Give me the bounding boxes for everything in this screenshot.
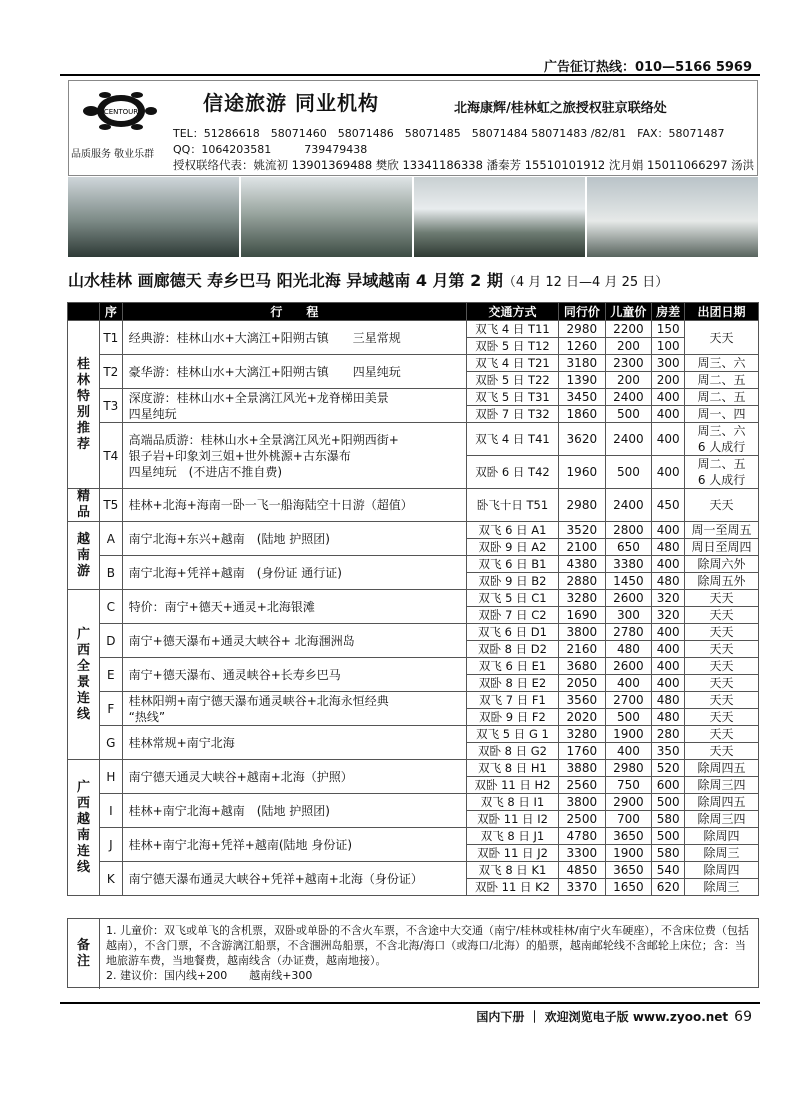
column-header-category bbox=[68, 303, 100, 321]
peer-price: 1260 bbox=[559, 338, 606, 355]
departure-dates: 除周四 bbox=[685, 862, 759, 879]
departure-dates: 周日至周四 bbox=[685, 539, 759, 556]
departure-dates: 周一、四 bbox=[685, 406, 759, 423]
room-difference: 480 bbox=[652, 709, 685, 726]
room-difference: 100 bbox=[652, 338, 685, 355]
departure-dates: 天天 bbox=[685, 709, 759, 726]
tour-code: T5 bbox=[100, 489, 123, 522]
headline-dates: （4 月 12 日—4 月 25 日） bbox=[502, 275, 669, 290]
peer-price: 2980 bbox=[559, 489, 606, 522]
transport: 双飞 7 日 F1 bbox=[466, 692, 558, 709]
departure-dates: 除周三 bbox=[685, 879, 759, 896]
room-difference: 150 bbox=[652, 321, 685, 338]
departure-dates: 天天 bbox=[685, 692, 759, 709]
departure-dates: 天天 bbox=[685, 607, 759, 624]
tour-route: 特价：南宁+德天+通灵+北海银滩 bbox=[122, 590, 466, 624]
child-price: 300 bbox=[605, 607, 652, 624]
departure-dates: 天天 bbox=[685, 658, 759, 675]
peer-price: 4850 bbox=[559, 862, 606, 879]
table-row bbox=[68, 522, 759, 539]
transport: 双飞 5 日 C1 bbox=[466, 590, 558, 607]
departure-dates: 除周三 bbox=[685, 845, 759, 862]
tour-code: T1 bbox=[100, 321, 123, 355]
room-difference: 540 bbox=[652, 862, 685, 879]
peer-price: 1860 bbox=[559, 406, 606, 423]
issue-headline bbox=[68, 268, 668, 291]
table-row bbox=[68, 590, 759, 607]
peer-price: 3800 bbox=[559, 624, 606, 641]
departure-dates: 除周五外 bbox=[685, 573, 759, 590]
child-price: 200 bbox=[605, 338, 652, 355]
child-price: 1900 bbox=[605, 845, 652, 862]
tour-code: I bbox=[100, 794, 123, 828]
room-difference: 480 bbox=[652, 539, 685, 556]
transport: 双飞 8 日 I1 bbox=[466, 794, 558, 811]
table-row bbox=[68, 726, 759, 743]
transport: 双飞 8 日 K1 bbox=[466, 862, 558, 879]
column-header: 行 程 bbox=[122, 303, 466, 321]
room-difference: 200 bbox=[652, 372, 685, 389]
child-price: 2600 bbox=[605, 590, 652, 607]
column-header: 房差 bbox=[652, 303, 685, 321]
peer-price: 1690 bbox=[559, 607, 606, 624]
child-price: 2780 bbox=[605, 624, 652, 641]
notes-text bbox=[106, 923, 752, 983]
peer-price: 2050 bbox=[559, 675, 606, 692]
child-price: 480 bbox=[605, 641, 652, 658]
child-price: 500 bbox=[605, 456, 652, 489]
room-difference: 580 bbox=[652, 845, 685, 862]
column-header: 交通方式 bbox=[466, 303, 558, 321]
departure-dates: 天天 bbox=[685, 641, 759, 658]
tour-route: 南宁德天通灵大峡谷+越南+北海（护照） bbox=[122, 760, 466, 794]
transport: 双卧 5 日 T22 bbox=[466, 372, 558, 389]
departure-dates: 周三、六 6 人成行 bbox=[685, 423, 759, 456]
note-line: 2. 建议价：国内线+200 越南线+300 bbox=[106, 969, 313, 982]
tour-route: 桂林+南宁北海+凭祥+越南(陆地 身份证) bbox=[122, 828, 466, 862]
tour-code: G bbox=[100, 726, 123, 760]
departure-dates: 周二、五 6 人成行 bbox=[685, 456, 759, 489]
tour-code: A bbox=[100, 522, 123, 556]
agency-header bbox=[68, 80, 758, 176]
category-cell: 广 西 全 景 连 线 bbox=[68, 590, 100, 760]
peer-price: 2100 bbox=[559, 539, 606, 556]
departure-dates: 周三、六 bbox=[685, 355, 759, 372]
peer-price: 3880 bbox=[559, 760, 606, 777]
table-row bbox=[68, 556, 759, 573]
tour-code: H bbox=[100, 760, 123, 794]
table-row bbox=[68, 321, 759, 338]
transport: 双飞 5 日 G 1 bbox=[466, 726, 558, 743]
transport: 双卧 6 日 T42 bbox=[466, 456, 558, 489]
child-price: 2300 bbox=[605, 355, 652, 372]
room-difference: 400 bbox=[652, 406, 685, 423]
detian-waterfall-photo bbox=[414, 177, 585, 257]
tour-code: T2 bbox=[100, 355, 123, 389]
turtle-logo-icon bbox=[81, 89, 161, 133]
transport: 双卧 5 日 T12 bbox=[466, 338, 558, 355]
tour-price-table bbox=[67, 302, 759, 896]
transport: 双飞 8 日 J1 bbox=[466, 828, 558, 845]
category-cell: 桂 林 特 别 推 荐 bbox=[68, 321, 100, 489]
table-row bbox=[68, 794, 759, 811]
footer-text: 国内下册 ｜ 欢迎浏览电子版 www.zyoo.net bbox=[476, 1010, 729, 1024]
tour-route: 桂林常规+南宁北海 bbox=[122, 726, 466, 760]
column-header: 出团日期 bbox=[685, 303, 759, 321]
departure-dates: 天天 bbox=[685, 590, 759, 607]
peer-price: 3450 bbox=[559, 389, 606, 406]
page-number: 69 bbox=[734, 1009, 752, 1025]
tour-route: 高端品质游：桂林山水+全景漓江风光+阳朔西街+ 银子岩+印象刘三姐+世外桃源+古东瀑布 四星纯玩 (不进店不推自费) bbox=[122, 423, 466, 489]
room-difference: 500 bbox=[652, 794, 685, 811]
room-difference: 400 bbox=[652, 641, 685, 658]
child-price: 3650 bbox=[605, 828, 652, 845]
child-price: 200 bbox=[605, 372, 652, 389]
child-price: 500 bbox=[605, 709, 652, 726]
child-price: 400 bbox=[605, 675, 652, 692]
table-row bbox=[68, 355, 759, 372]
tour-code: D bbox=[100, 624, 123, 658]
transport: 双卧 9 日 F2 bbox=[466, 709, 558, 726]
transport: 卧飞十日 T51 bbox=[466, 489, 558, 522]
tour-route: 南宁北海+东兴+越南 (陆地 护照团) bbox=[122, 522, 466, 556]
transport: 双飞 8 日 H1 bbox=[466, 760, 558, 777]
column-header: 同行价 bbox=[559, 303, 606, 321]
table-row bbox=[68, 624, 759, 641]
room-difference: 520 bbox=[652, 760, 685, 777]
tour-code: T4 bbox=[100, 423, 123, 489]
transport: 双飞 4 日 T41 bbox=[466, 423, 558, 456]
departure-dates: 天天 bbox=[685, 726, 759, 743]
table-row bbox=[68, 692, 759, 709]
transport: 双飞 6 日 A1 bbox=[466, 522, 558, 539]
transport: 双飞 4 日 T11 bbox=[466, 321, 558, 338]
room-difference: 480 bbox=[652, 692, 685, 709]
peer-price: 2560 bbox=[559, 777, 606, 794]
child-price: 2700 bbox=[605, 692, 652, 709]
column-header: 序 bbox=[100, 303, 123, 321]
agency-subtitle: 北海康辉/桂林虹之旅授权驻京联络处 bbox=[454, 101, 667, 116]
peer-price: 3680 bbox=[559, 658, 606, 675]
top-divider bbox=[60, 74, 760, 76]
notes-label: 备 注 bbox=[68, 919, 100, 989]
transport: 双飞 5 日 T31 bbox=[466, 389, 558, 406]
peer-price: 1960 bbox=[559, 456, 606, 489]
note-line: 1. 儿童价：双飞或单飞的含机票，双卧或单卧的不含火车票，不含途中大交通（南宁/桂林或桂林/南宁火车硬座），不含床位费（包括越南），不含门票，不含游漓江船票，不含涠洲岛船票，不含北海/海口（或海口/北海）的船票，越南邮轮线不含邮轮上床位；含：当地旅游车费，当地餐费，越南线含（办证费，越南地接）。 bbox=[106, 924, 749, 967]
notes-box bbox=[67, 918, 759, 988]
peer-price: 3620 bbox=[559, 423, 606, 456]
departure-dates: 周二、五 bbox=[685, 389, 759, 406]
departure-dates: 除周四 bbox=[685, 828, 759, 845]
tour-route: 经典游：桂林山水+大漓江+阳朔古镇 三星常规 bbox=[122, 321, 466, 355]
tour-code: E bbox=[100, 658, 123, 692]
room-difference: 600 bbox=[652, 777, 685, 794]
room-difference: 400 bbox=[652, 675, 685, 692]
peer-price: 3180 bbox=[559, 355, 606, 372]
beihai-beach-photo bbox=[587, 177, 758, 257]
tour-code: J bbox=[100, 828, 123, 862]
transport: 双飞 6 日 E1 bbox=[466, 658, 558, 675]
child-price: 2400 bbox=[605, 423, 652, 456]
transport: 双卧 11 日 K2 bbox=[466, 879, 558, 896]
transport: 双飞 4 日 T21 bbox=[466, 355, 558, 372]
tour-code: B bbox=[100, 556, 123, 590]
room-difference: 320 bbox=[652, 607, 685, 624]
bottom-divider bbox=[60, 1002, 760, 1004]
table-row bbox=[68, 828, 759, 845]
child-price: 2900 bbox=[605, 794, 652, 811]
transport: 双卧 7 日 T32 bbox=[466, 406, 558, 423]
category-cell: 越 南 游 bbox=[68, 522, 100, 590]
child-price: 650 bbox=[605, 539, 652, 556]
room-difference: 500 bbox=[652, 828, 685, 845]
peer-price: 3280 bbox=[559, 590, 606, 607]
transport: 双卧 9 日 A2 bbox=[466, 539, 558, 556]
peer-price: 1760 bbox=[559, 743, 606, 760]
agency-motto: 品质服务 敬业乐群 bbox=[71, 149, 155, 160]
transport: 双卧 9 日 B2 bbox=[466, 573, 558, 590]
room-difference: 350 bbox=[652, 743, 685, 760]
peer-price: 3560 bbox=[559, 692, 606, 709]
logo-text: CENTOUR bbox=[103, 108, 139, 116]
table-row bbox=[68, 760, 759, 777]
transport: 双飞 6 日 B1 bbox=[466, 556, 558, 573]
departure-dates: 天天 bbox=[685, 624, 759, 641]
table-row bbox=[68, 489, 759, 522]
child-price: 700 bbox=[605, 811, 652, 828]
peer-price: 4780 bbox=[559, 828, 606, 845]
transport: 双飞 6 日 D1 bbox=[466, 624, 558, 641]
child-price: 2980 bbox=[605, 760, 652, 777]
transport: 双卧 8 日 G2 bbox=[466, 743, 558, 760]
child-price: 1650 bbox=[605, 879, 652, 896]
room-difference: 400 bbox=[652, 624, 685, 641]
ad-hotline: 广告征订热线：010—5166 5969 bbox=[543, 60, 752, 75]
transport: 双卧 8 日 E2 bbox=[466, 675, 558, 692]
table-row bbox=[68, 658, 759, 675]
peer-price: 1390 bbox=[559, 372, 606, 389]
peer-price: 2500 bbox=[559, 811, 606, 828]
headline-title: 山水桂林 画廊德天 寿乡巴马 阳光北海 异域越南 4 月第 2 期 bbox=[68, 271, 503, 290]
child-price: 400 bbox=[605, 743, 652, 760]
category-cell: 广 西 越 南 连 线 bbox=[68, 760, 100, 896]
child-price: 750 bbox=[605, 777, 652, 794]
transport: 双卧 11 日 J2 bbox=[466, 845, 558, 862]
child-price: 1450 bbox=[605, 573, 652, 590]
child-price: 2600 bbox=[605, 658, 652, 675]
table-header-row bbox=[68, 303, 759, 321]
departure-dates: 天天 bbox=[685, 675, 759, 692]
scenery-photo-strip bbox=[68, 177, 758, 257]
tour-route: 深度游：桂林山水+全景漓江风光+龙脊梯田美景 四星纯玩 bbox=[122, 389, 466, 423]
room-difference: 480 bbox=[652, 573, 685, 590]
room-difference: 280 bbox=[652, 726, 685, 743]
room-difference: 580 bbox=[652, 811, 685, 828]
room-difference: 400 bbox=[652, 423, 685, 456]
tour-route: 桂林+北海+海南一卧一飞一船海陆空十日游（超值） bbox=[122, 489, 466, 522]
room-difference: 400 bbox=[652, 522, 685, 539]
departure-dates: 除周三四 bbox=[685, 777, 759, 794]
lijiang-fisherman-photo bbox=[241, 177, 412, 257]
peer-price: 2880 bbox=[559, 573, 606, 590]
qq-line: QQ：1064203581 739479438 bbox=[173, 143, 368, 156]
departure-dates: 除周四五 bbox=[685, 794, 759, 811]
tour-route: 南宁北海+凭祥+越南 (身份证 通行证) bbox=[122, 556, 466, 590]
peer-price: 4380 bbox=[559, 556, 606, 573]
tour-route: 南宁+德天瀑布+通灵大峡谷+ 北海涠洲岛 bbox=[122, 624, 466, 658]
room-difference: 400 bbox=[652, 456, 685, 489]
tour-route: 豪华游：桂林山水+大漓江+阳朔古镇 四星纯玩 bbox=[122, 355, 466, 389]
table-row bbox=[68, 862, 759, 879]
child-price: 500 bbox=[605, 406, 652, 423]
room-difference: 300 bbox=[652, 355, 685, 372]
departure-dates: 天天 bbox=[685, 321, 759, 355]
category-cell: 精 品 bbox=[68, 489, 100, 522]
tour-code: K bbox=[100, 862, 123, 896]
room-difference: 320 bbox=[652, 590, 685, 607]
departure-dates: 天天 bbox=[685, 743, 759, 760]
tour-route: 南宁+德天瀑布、通灵峡谷+长寿乡巴马 bbox=[122, 658, 466, 692]
agency-name: 信途旅游 同业机构 bbox=[203, 91, 379, 115]
karst-river-photo bbox=[68, 177, 239, 257]
peer-price: 2160 bbox=[559, 641, 606, 658]
room-difference: 400 bbox=[652, 556, 685, 573]
tour-code: F bbox=[100, 692, 123, 726]
child-price: 2200 bbox=[605, 321, 652, 338]
departure-dates: 天天 bbox=[685, 489, 759, 522]
room-difference: 400 bbox=[652, 389, 685, 406]
departure-dates: 周二、五 bbox=[685, 372, 759, 389]
tour-code: C bbox=[100, 590, 123, 624]
child-price: 2400 bbox=[605, 389, 652, 406]
transport: 双卧 7 日 C2 bbox=[466, 607, 558, 624]
tour-route: 桂林+南宁北海+越南 (陆地 护照团) bbox=[122, 794, 466, 828]
departure-dates: 除周四五 bbox=[685, 760, 759, 777]
tour-code: T3 bbox=[100, 389, 123, 423]
table-row bbox=[68, 423, 759, 456]
departure-dates: 周一至周五 bbox=[685, 522, 759, 539]
child-price: 3380 bbox=[605, 556, 652, 573]
room-difference: 450 bbox=[652, 489, 685, 522]
child-price: 1900 bbox=[605, 726, 652, 743]
tel-line: TEL：51286618 58071460 58071486 58071485 58071484 58071483 /82/81 FAX：58071487 bbox=[173, 127, 725, 140]
transport: 双卧 11 日 I2 bbox=[466, 811, 558, 828]
departure-dates: 除周六外 bbox=[685, 556, 759, 573]
tour-route: 南宁德天瀑布通灵大峡谷+凭祥+越南+北海（身份证） bbox=[122, 862, 466, 896]
page-footer bbox=[476, 1008, 752, 1025]
room-difference: 620 bbox=[652, 879, 685, 896]
transport: 双卧 11 日 H2 bbox=[466, 777, 558, 794]
peer-price: 2980 bbox=[559, 321, 606, 338]
child-price: 2800 bbox=[605, 522, 652, 539]
transport: 双卧 8 日 D2 bbox=[466, 641, 558, 658]
peer-price: 3280 bbox=[559, 726, 606, 743]
peer-price: 3520 bbox=[559, 522, 606, 539]
child-price: 2400 bbox=[605, 489, 652, 522]
peer-price: 2020 bbox=[559, 709, 606, 726]
peer-price: 3370 bbox=[559, 879, 606, 896]
room-difference: 400 bbox=[652, 658, 685, 675]
reps-line: 授权联络代表：姚流初 13901369488 樊欣 13341186338 潘秦芳 15510101912 沈月娟 15011066297 汤洪 bbox=[173, 158, 755, 172]
tour-route: 桂林阳朔+南宁德天瀑布通灵峡谷+北海永恒经典 “热线” bbox=[122, 692, 466, 726]
departure-dates: 除周三四 bbox=[685, 811, 759, 828]
peer-price: 3800 bbox=[559, 794, 606, 811]
table-row bbox=[68, 389, 759, 406]
column-header: 儿童价 bbox=[605, 303, 652, 321]
peer-price: 3300 bbox=[559, 845, 606, 862]
child-price: 3650 bbox=[605, 862, 652, 879]
